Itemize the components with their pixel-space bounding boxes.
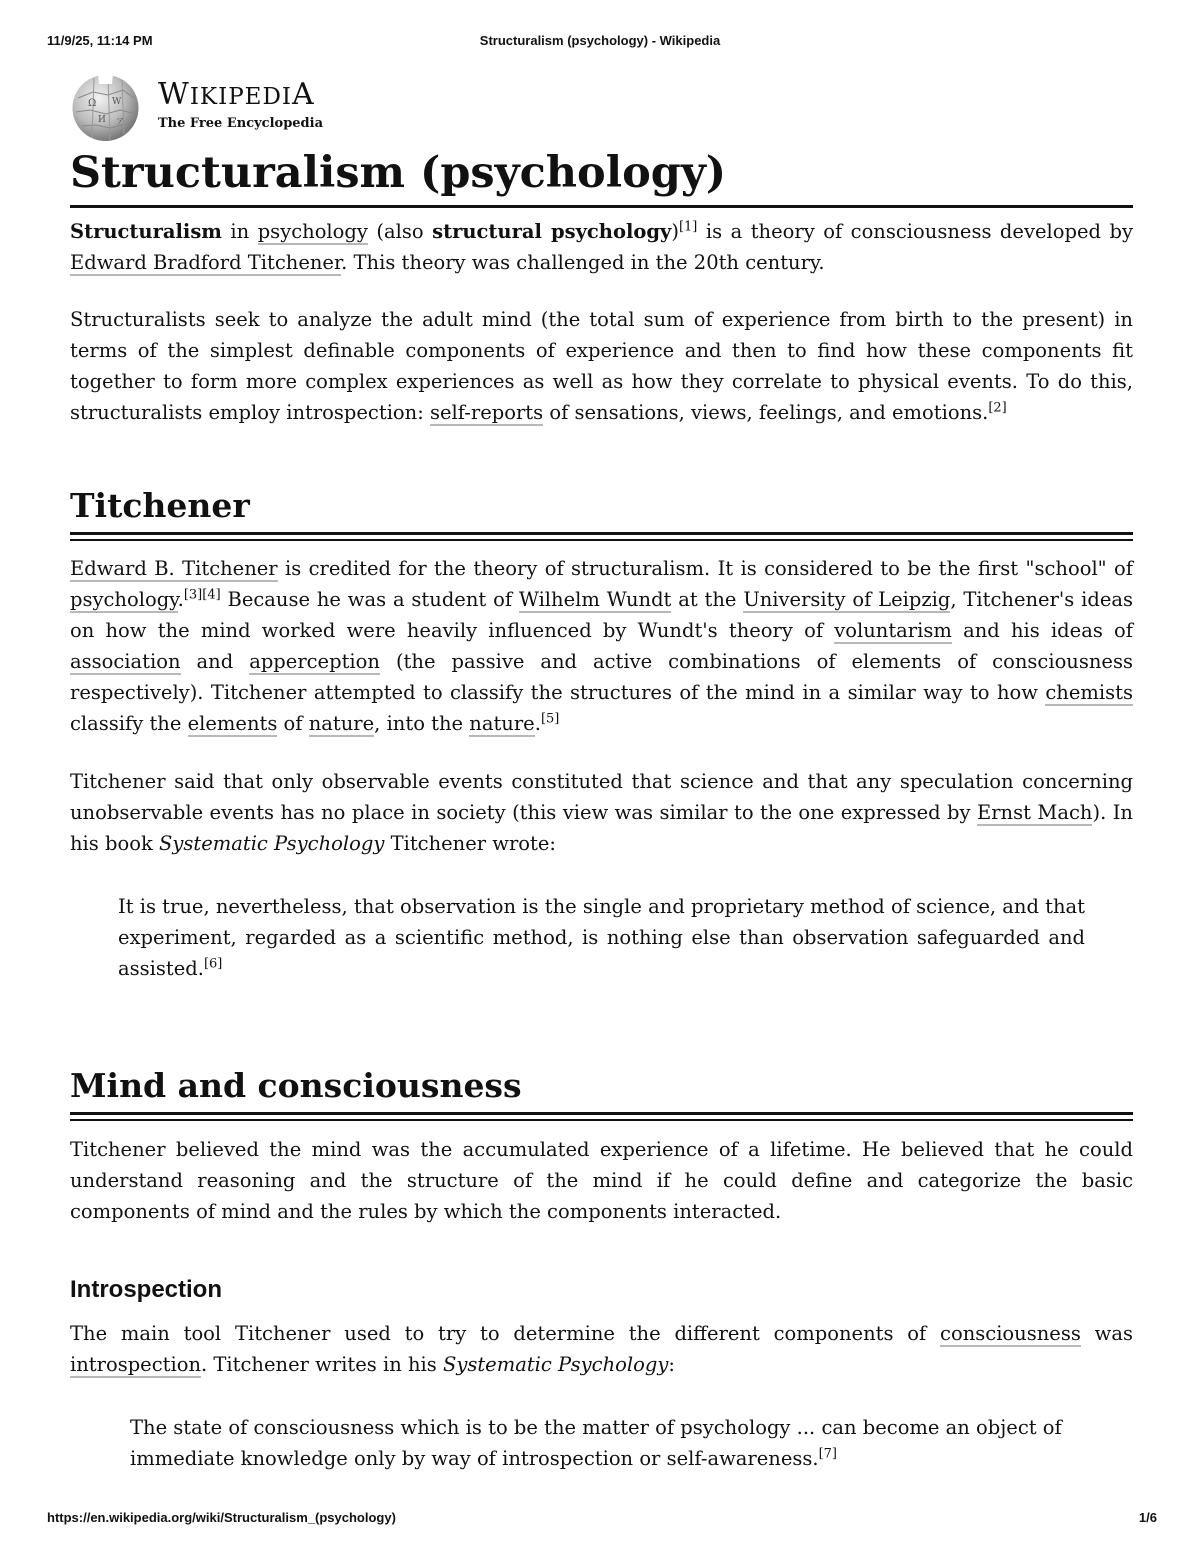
link-consciousness[interactable]: consciousness: [940, 1322, 1081, 1345]
ref-3[interactable]: [3]: [183, 587, 203, 603]
svg-text:ア: ア: [116, 117, 124, 126]
link-self-reports[interactable]: self-reports: [430, 401, 544, 424]
section-heading-titchener: Titchener: [70, 484, 1133, 535]
svg-text:W: W: [112, 97, 122, 107]
titchener-blockquote: It is true, nevertheless, that observation is the single and proprietary method of science, and that experiment, regarded as a scientific method, is nothing else than observation safeguarded and assisted.[6]: [118, 895, 1085, 980]
ref-1[interactable]: [1]: [678, 219, 698, 235]
wordmark-main: WIKIPEDIA: [158, 77, 315, 112]
ref-6[interactable]: [6]: [203, 956, 223, 972]
introspection-paragraph: The main tool Titchener used to try to determine the different components of consciousness was introspection. Titchener writes in his Systematic Psychology:: [70, 1322, 1133, 1376]
link-psychology-2[interactable]: psychology: [70, 588, 178, 611]
wordmark-tagline: The Free Encyclopedia: [158, 116, 324, 131]
wikipedia-wordmark[interactable]: [158, 78, 323, 132]
link-chemists[interactable]: chemists: [1045, 681, 1133, 704]
link-edward-b-titchener[interactable]: Edward B. Titchener: [70, 557, 278, 580]
titchener-paragraph-2: Titchener said that only observable events constituted that science and that any speculation concerning unobservable events has no place in society (this view was similar to the one expressed by Ernst Mach). In his book Systematic Psychology Titchener wrote:: [70, 770, 1133, 855]
link-introspection[interactable]: introspection: [70, 1353, 202, 1376]
introspection-blockquote: The state of consciousness which is to be the matter of psychology ... can become an object of immediate knowledge only by way of introspection or self-awareness.[7]: [130, 1416, 1062, 1470]
print-page-number: 1/6: [1138, 1510, 1157, 1525]
page-title: Structuralism (psychology): [70, 144, 1133, 208]
subsection-heading-introspection: Introspection: [70, 1276, 223, 1303]
svg-text:И: И: [98, 115, 106, 125]
link-nature[interactable]: nature: [308, 712, 375, 735]
mind-paragraph: Titchener believed the mind was the accumulated experience of a lifetime. He believed that he could understand reasoning and the structure of the mind if he could define and categorize the basic components of mind and the rules by which the components interacted.: [70, 1138, 1133, 1223]
ref-5[interactable]: [5]: [540, 711, 560, 727]
print-datetime: 11/9/25, 11:14 PM: [47, 33, 153, 48]
structuralists-paragraph: Structuralists seek to analyze the adult mind (the total sum of experience from birth to the present) in terms of the simplest definable components of experience and then to find how these components fit together to form more complex experiences as well as how they correlate to physical events. To do this, structuralists employ introspection: self-reports of sensations, views, feelings, and emotions.[2]: [70, 308, 1133, 424]
link-psychology[interactable]: psychology: [257, 220, 368, 243]
link-apperception[interactable]: apperception: [249, 650, 380, 673]
svg-text:Ω: Ω: [88, 98, 97, 109]
link-nature-2[interactable]: nature: [469, 712, 535, 735]
link-association[interactable]: association: [70, 650, 181, 673]
link-ernst-mach[interactable]: Ernst Mach: [977, 801, 1093, 824]
ref-7[interactable]: [7]: [818, 1446, 838, 1462]
link-elements[interactable]: elements: [187, 712, 278, 735]
print-url: https://en.wikipedia.org/wiki/Structuralism_(psychology): [47, 1510, 396, 1525]
link-edward-bradford-titchener[interactable]: Edward Bradford Titchener: [70, 251, 342, 274]
link-wilhelm-wundt[interactable]: Wilhelm Wundt: [518, 588, 672, 611]
wikipedia-globe-icon[interactable]: [68, 70, 143, 145]
titchener-paragraph-1: Edward B. Titchener is credited for the theory of structuralism. It is considered to be the first "school" of psychology.[3][4] Because he was a student of Wilhelm Wundt at the University of Leipzig, Titchener's ideas on how the mind worked were heavily influenced by Wundt's theory of voluntarism and his ideas of association and apperception (the passive and active combinations of elements of consciousness respectively). Titchener attempted to classify the structures of the mind in a similar way to how chemists classify the elements of nature, into the nature.[5]: [70, 557, 1134, 735]
print-page-title: Structuralism (psychology) - Wikipedia: [479, 33, 721, 48]
ref-2[interactable]: [2]: [988, 400, 1007, 416]
link-university-of-leipzig[interactable]: University of Leipzig: [743, 588, 951, 611]
intro-paragraph: Structuralism in psychology (also structural psychology)[1] is a theory of consciousness developed by Edward Bradford Titchener. This theory was challenged in the 20th century.: [70, 219, 1133, 274]
section-heading-mind-and-consciousness: Mind and consciousness: [70, 1064, 1133, 1115]
link-voluntarism[interactable]: voluntarism: [834, 619, 952, 642]
ref-4[interactable]: [4]: [202, 587, 221, 603]
